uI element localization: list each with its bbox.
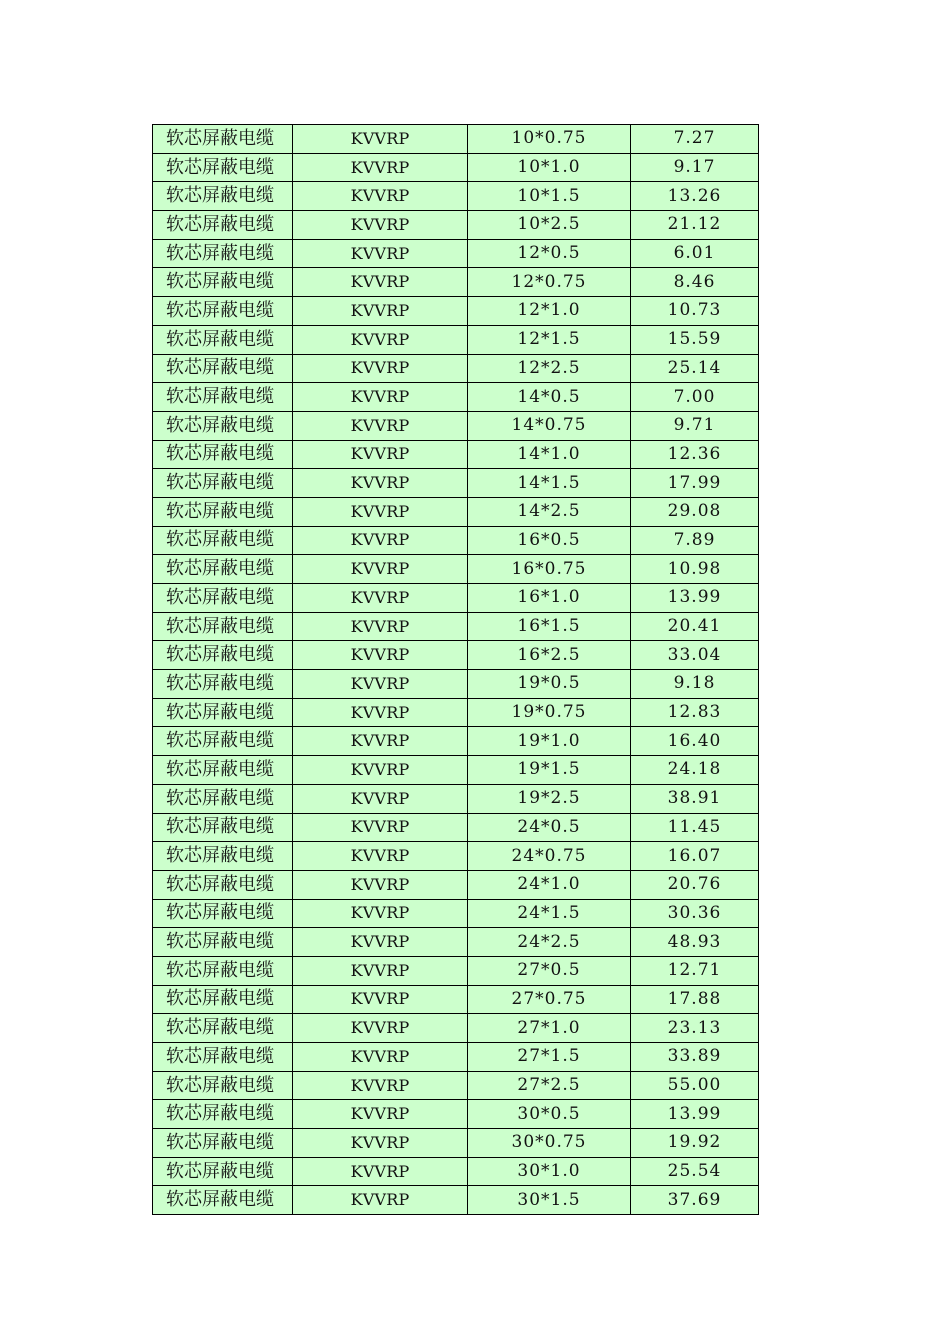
- price-cell: 10.73: [631, 297, 759, 326]
- table-row: [153, 153, 759, 182]
- spec-cell: 19*2.5: [468, 784, 631, 813]
- price-cell: 48.93: [631, 928, 759, 957]
- price-cell: 13.26: [631, 182, 759, 211]
- model-cell: KVVRP: [293, 985, 468, 1014]
- product-name-cell: 软芯屏蔽电缆: [153, 698, 293, 727]
- model-cell: KVVRP: [293, 1129, 468, 1158]
- table-row: [153, 325, 759, 354]
- spec-cell: 24*1.0: [468, 870, 631, 899]
- price-cell: 12.71: [631, 956, 759, 985]
- price-cell: 12.83: [631, 698, 759, 727]
- product-name-cell: 软芯屏蔽电缆: [153, 870, 293, 899]
- table-row: [153, 727, 759, 756]
- spec-cell: 14*0.5: [468, 383, 631, 412]
- price-cell: 33.04: [631, 641, 759, 670]
- spec-cell: 27*2.5: [468, 1071, 631, 1100]
- price-cell: 20.76: [631, 870, 759, 899]
- product-name-cell: 软芯屏蔽电缆: [153, 239, 293, 268]
- product-name-cell: 软芯屏蔽电缆: [153, 383, 293, 412]
- model-cell: KVVRP: [293, 469, 468, 498]
- spec-cell: 27*0.5: [468, 956, 631, 985]
- spec-cell: 27*0.75: [468, 985, 631, 1014]
- spec-cell: 19*0.5: [468, 670, 631, 699]
- price-cell: 16.07: [631, 842, 759, 871]
- model-cell: KVVRP: [293, 870, 468, 899]
- price-cell: 23.13: [631, 1014, 759, 1043]
- product-name-cell: 软芯屏蔽电缆: [153, 268, 293, 297]
- spec-cell: 14*1.0: [468, 440, 631, 469]
- product-name-cell: 软芯屏蔽电缆: [153, 1043, 293, 1072]
- product-name-cell: 软芯屏蔽电缆: [153, 1157, 293, 1186]
- price-cell: 13.99: [631, 584, 759, 613]
- price-cell: 30.36: [631, 899, 759, 928]
- model-cell: KVVRP: [293, 842, 468, 871]
- model-cell: KVVRP: [293, 268, 468, 297]
- product-name-cell: 软芯屏蔽电缆: [153, 440, 293, 469]
- table-row: [153, 297, 759, 326]
- spec-cell: 30*0.75: [468, 1129, 631, 1158]
- model-cell: KVVRP: [293, 211, 468, 240]
- model-cell: KVVRP: [293, 928, 468, 957]
- product-name-cell: 软芯屏蔽电缆: [153, 555, 293, 584]
- product-name-cell: 软芯屏蔽电缆: [153, 411, 293, 440]
- product-name-cell: 软芯屏蔽电缆: [153, 211, 293, 240]
- model-cell: KVVRP: [293, 1071, 468, 1100]
- spec-cell: 16*2.5: [468, 641, 631, 670]
- price-cell: 24.18: [631, 756, 759, 785]
- price-cell: 7.00: [631, 383, 759, 412]
- table-row: [153, 813, 759, 842]
- spec-cell: 12*0.5: [468, 239, 631, 268]
- table-row: [153, 641, 759, 670]
- spec-cell: 16*0.75: [468, 555, 631, 584]
- spec-cell: 24*0.5: [468, 813, 631, 842]
- table-row: [153, 1157, 759, 1186]
- product-name-cell: 软芯屏蔽电缆: [153, 354, 293, 383]
- table-row: [153, 211, 759, 240]
- model-cell: KVVRP: [293, 612, 468, 641]
- price-cell: 12.36: [631, 440, 759, 469]
- table-row: [153, 411, 759, 440]
- table-row: [153, 956, 759, 985]
- model-cell: KVVRP: [293, 641, 468, 670]
- spec-cell: 10*2.5: [468, 211, 631, 240]
- product-name-cell: 软芯屏蔽电缆: [153, 125, 293, 154]
- table-row: [153, 1071, 759, 1100]
- model-cell: KVVRP: [293, 1014, 468, 1043]
- product-name-cell: 软芯屏蔽电缆: [153, 670, 293, 699]
- spec-cell: 30*1.0: [468, 1157, 631, 1186]
- product-name-cell: 软芯屏蔽电缆: [153, 612, 293, 641]
- product-name-cell: 软芯屏蔽电缆: [153, 985, 293, 1014]
- model-cell: KVVRP: [293, 670, 468, 699]
- model-cell: KVVRP: [293, 756, 468, 785]
- product-name-cell: 软芯屏蔽电缆: [153, 182, 293, 211]
- table-row: [153, 469, 759, 498]
- product-name-cell: 软芯屏蔽电缆: [153, 1071, 293, 1100]
- model-cell: KVVRP: [293, 526, 468, 555]
- spec-cell: 27*1.0: [468, 1014, 631, 1043]
- spec-cell: 14*1.5: [468, 469, 631, 498]
- table-row: [153, 239, 759, 268]
- model-cell: KVVRP: [293, 813, 468, 842]
- price-cell: 17.88: [631, 985, 759, 1014]
- table-row: [153, 584, 759, 613]
- cable-price-table-body: [153, 125, 759, 1215]
- cable-price-table: [152, 124, 759, 1215]
- spec-cell: 16*0.5: [468, 526, 631, 555]
- price-cell: 17.99: [631, 469, 759, 498]
- table-row: [153, 928, 759, 957]
- model-cell: KVVRP: [293, 584, 468, 613]
- model-cell: KVVRP: [293, 497, 468, 526]
- model-cell: KVVRP: [293, 239, 468, 268]
- model-cell: KVVRP: [293, 1043, 468, 1072]
- model-cell: KVVRP: [293, 698, 468, 727]
- product-name-cell: 软芯屏蔽电缆: [153, 1100, 293, 1129]
- price-cell: 25.14: [631, 354, 759, 383]
- table-row: [153, 784, 759, 813]
- model-cell: KVVRP: [293, 354, 468, 383]
- spec-cell: 16*1.5: [468, 612, 631, 641]
- table-row: [153, 698, 759, 727]
- spec-cell: 24*0.75: [468, 842, 631, 871]
- model-cell: KVVRP: [293, 411, 468, 440]
- price-cell: 29.08: [631, 497, 759, 526]
- table-row: [153, 526, 759, 555]
- product-name-cell: 软芯屏蔽电缆: [153, 784, 293, 813]
- spec-cell: 12*2.5: [468, 354, 631, 383]
- product-name-cell: 软芯屏蔽电缆: [153, 469, 293, 498]
- model-cell: KVVRP: [293, 1157, 468, 1186]
- table-row: [153, 670, 759, 699]
- table-row: [153, 870, 759, 899]
- price-cell: 9.18: [631, 670, 759, 699]
- price-cell: 16.40: [631, 727, 759, 756]
- spec-cell: 10*0.75: [468, 125, 631, 154]
- product-name-cell: 软芯屏蔽电缆: [153, 497, 293, 526]
- table-row: [153, 497, 759, 526]
- product-name-cell: 软芯屏蔽电缆: [153, 1014, 293, 1043]
- price-cell: 38.91: [631, 784, 759, 813]
- table-row: [153, 1129, 759, 1158]
- product-name-cell: 软芯屏蔽电缆: [153, 1129, 293, 1158]
- product-name-cell: 软芯屏蔽电缆: [153, 756, 293, 785]
- table-row: [153, 1043, 759, 1072]
- product-name-cell: 软芯屏蔽电缆: [153, 727, 293, 756]
- spec-cell: 30*0.5: [468, 1100, 631, 1129]
- spec-cell: 12*1.5: [468, 325, 631, 354]
- spec-cell: 14*0.75: [468, 411, 631, 440]
- model-cell: KVVRP: [293, 784, 468, 813]
- spec-cell: 10*1.0: [468, 153, 631, 182]
- table-row: [153, 383, 759, 412]
- table-row: [153, 440, 759, 469]
- price-cell: 9.71: [631, 411, 759, 440]
- table-row: [153, 182, 759, 211]
- spec-cell: 30*1.5: [468, 1186, 631, 1215]
- price-cell: 25.54: [631, 1157, 759, 1186]
- table-row: [153, 555, 759, 584]
- model-cell: KVVRP: [293, 1186, 468, 1215]
- product-name-cell: 软芯屏蔽电缆: [153, 928, 293, 957]
- spec-cell: 12*1.0: [468, 297, 631, 326]
- spec-cell: 24*2.5: [468, 928, 631, 957]
- price-cell: 33.89: [631, 1043, 759, 1072]
- table-row: [153, 842, 759, 871]
- product-name-cell: 软芯屏蔽电缆: [153, 526, 293, 555]
- price-cell: 11.45: [631, 813, 759, 842]
- product-name-cell: 软芯屏蔽电缆: [153, 813, 293, 842]
- spec-cell: 12*0.75: [468, 268, 631, 297]
- product-name-cell: 软芯屏蔽电缆: [153, 842, 293, 871]
- spec-cell: 19*0.75: [468, 698, 631, 727]
- spec-cell: 19*1.0: [468, 727, 631, 756]
- product-name-cell: 软芯屏蔽电缆: [153, 899, 293, 928]
- price-cell: 6.01: [631, 239, 759, 268]
- spec-cell: 16*1.0: [468, 584, 631, 613]
- price-cell: 15.59: [631, 325, 759, 354]
- model-cell: KVVRP: [293, 325, 468, 354]
- table-row: [153, 1014, 759, 1043]
- model-cell: KVVRP: [293, 153, 468, 182]
- model-cell: KVVRP: [293, 727, 468, 756]
- price-cell: 9.17: [631, 153, 759, 182]
- price-cell: 37.69: [631, 1186, 759, 1215]
- model-cell: KVVRP: [293, 1100, 468, 1129]
- model-cell: KVVRP: [293, 440, 468, 469]
- table-row: [153, 354, 759, 383]
- table-row: [153, 268, 759, 297]
- table-row: [153, 899, 759, 928]
- table-row: [153, 612, 759, 641]
- price-cell: 7.27: [631, 125, 759, 154]
- spec-cell: 10*1.5: [468, 182, 631, 211]
- price-cell: 13.99: [631, 1100, 759, 1129]
- product-name-cell: 软芯屏蔽电缆: [153, 956, 293, 985]
- product-name-cell: 软芯屏蔽电缆: [153, 584, 293, 613]
- price-cell: 20.41: [631, 612, 759, 641]
- spec-cell: 19*1.5: [468, 756, 631, 785]
- price-cell: 21.12: [631, 211, 759, 240]
- price-cell: 55.00: [631, 1071, 759, 1100]
- model-cell: KVVRP: [293, 182, 468, 211]
- product-name-cell: 软芯屏蔽电缆: [153, 1186, 293, 1215]
- product-name-cell: 软芯屏蔽电缆: [153, 153, 293, 182]
- spec-cell: 27*1.5: [468, 1043, 631, 1072]
- model-cell: KVVRP: [293, 956, 468, 985]
- model-cell: KVVRP: [293, 555, 468, 584]
- model-cell: KVVRP: [293, 899, 468, 928]
- price-cell: 10.98: [631, 555, 759, 584]
- model-cell: KVVRP: [293, 383, 468, 412]
- table-row: [153, 985, 759, 1014]
- model-cell: KVVRP: [293, 297, 468, 326]
- table-row: [153, 756, 759, 785]
- product-name-cell: 软芯屏蔽电缆: [153, 297, 293, 326]
- table-row: [153, 1186, 759, 1215]
- model-cell: KVVRP: [293, 125, 468, 154]
- product-name-cell: 软芯屏蔽电缆: [153, 325, 293, 354]
- table-row: [153, 1100, 759, 1129]
- table-row: [153, 125, 759, 154]
- spec-cell: 14*2.5: [468, 497, 631, 526]
- product-name-cell: 软芯屏蔽电缆: [153, 641, 293, 670]
- price-cell: 7.89: [631, 526, 759, 555]
- spec-cell: 24*1.5: [468, 899, 631, 928]
- price-cell: 8.46: [631, 268, 759, 297]
- price-cell: 19.92: [631, 1129, 759, 1158]
